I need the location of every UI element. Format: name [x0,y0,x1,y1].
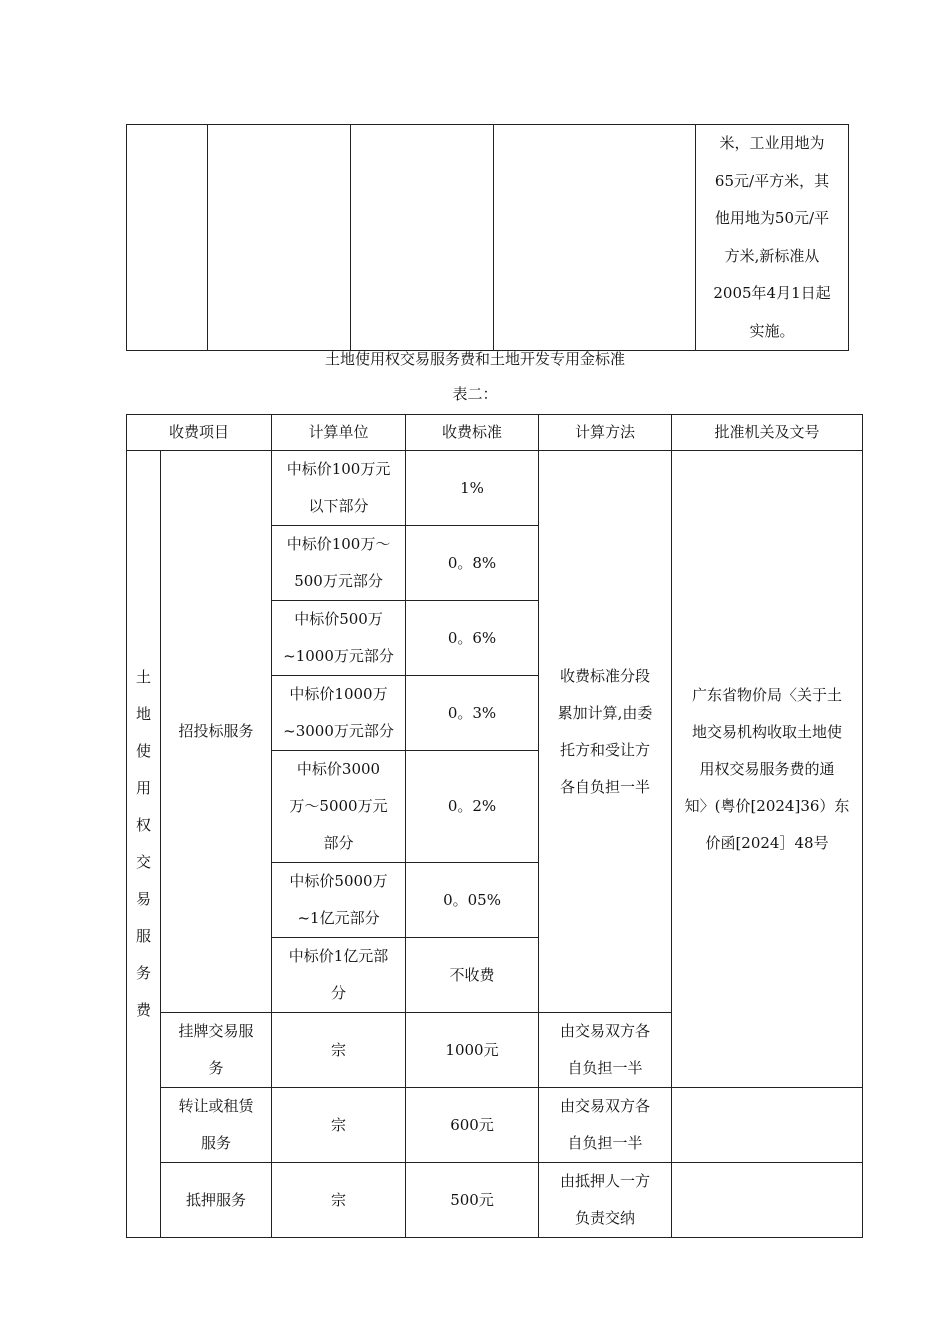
approval-line: 价函[2024］48号 [705,833,829,852]
item-line: 挂牌交易服 [178,1022,254,1040]
unit-line: 中标价500万 [294,610,383,628]
rate-cell: 0。6% [406,601,539,676]
category-char: 费 [135,1001,151,1019]
empty-cell [127,125,208,351]
header-method: 计算方法 [539,415,672,451]
unit-line: 以下部分 [308,497,369,515]
unit-cell [272,751,406,863]
item-line: 抵押服务 [186,1190,247,1209]
approval-line: 用权交易服务费的通 [699,759,835,778]
method-line: 由交易双方各 [560,1022,651,1040]
item-line: 务 [208,1059,224,1077]
item-cell [161,1163,272,1238]
approval-cell [672,451,863,1088]
unit-cell: 宗 [272,1163,406,1238]
fee-cell: 500元 [406,1163,539,1238]
bidding-method-cell [539,451,672,1013]
empty-cell [208,125,351,351]
rate-cell: 0。3% [406,676,539,751]
unit-cell [272,676,406,751]
category-char: 地 [135,705,151,723]
item-line: 转让或租赁 [178,1097,254,1115]
empty-approval-cell [672,1088,863,1163]
method-line: 累加计算,由委 [557,703,653,722]
bidding-service-cell: 招投标服务 [161,451,272,1013]
table-label: 表二： [452,385,498,403]
unit-line: ~1亿元部分 [297,909,380,927]
unit-cell [272,601,406,676]
method-cell [539,1163,672,1238]
rate-cell: 0。2% [406,751,539,863]
fee-table [126,414,863,1238]
unit-line: 中标价5000万 [289,872,388,890]
fee-cell: 600元 [406,1088,539,1163]
table-title: 土地使用权交易服务费和土地开发专用金标准 [324,350,625,368]
unit-line: 中标价100万元 [286,460,391,478]
category-cell [127,451,161,1238]
note-line: 65元/平方米，其 [714,171,830,190]
category-char: 易 [135,890,151,908]
unit-line: 部分 [323,834,354,852]
note-line: 方米,新标准从 [724,246,820,265]
approval-line: 知〉(粤价[2024]36）东 [684,796,850,815]
note-line: 米，工业用地为 [719,134,825,152]
method-line: 负责交纳 [575,1209,636,1227]
header-standard: 收费标准 [406,415,539,451]
category-char: 用 [135,779,151,797]
continued-table [126,124,849,351]
item-cell [161,1088,272,1163]
rate-cell: 0。05% [406,863,539,938]
unit-line: 中标价1亿元部 [288,947,389,965]
method-line: 由交易双方各 [560,1097,651,1115]
note-line: 2005年4月1日起 [713,284,831,302]
header-unit: 计算单位 [272,415,406,451]
approval-line: 广东省物价局〈关于土 [692,685,843,704]
fee-cell: 1000元 [406,1013,539,1088]
approval-line: 地交易机构收取土地使 [692,722,843,741]
unit-cell: 宗 [272,1013,406,1088]
note-line: 他用地为50元/平 [714,209,830,227]
unit-cell [272,526,406,601]
empty-cell [351,125,494,351]
unit-line: ~3000万元部分 [283,722,394,740]
unit-cell: 宗 [272,1088,406,1163]
category-char: 服 [135,927,151,945]
item-line: 服务 [201,1134,232,1152]
unit-line: 分 [331,984,347,1002]
method-line: 收费标准分段 [560,666,651,685]
empty-cell [494,125,696,351]
empty-approval-cell [672,1163,863,1238]
unit-line: 500万元部分 [294,572,383,590]
unit-line: 中标价3000 [296,760,381,778]
method-line: 自负担一半 [567,1134,643,1152]
unit-cell [272,451,406,526]
method-line: 由抵押人一方 [560,1172,651,1190]
header-fee-item: 收费项目 [127,415,272,451]
method-line: 托方和受让方 [560,740,651,759]
category-char: 交 [135,853,151,871]
method-line: 各自负担一半 [560,777,651,796]
method-cell [539,1013,672,1088]
method-line: 自负担一半 [567,1059,643,1077]
category-char: 土 [135,668,151,686]
unit-line: ~1000万元部分 [283,647,394,665]
unit-cell [272,863,406,938]
item-cell [161,1013,272,1088]
category-char: 务 [135,964,151,982]
category-char: 使 [135,742,151,760]
note-line: 实施。 [749,321,795,340]
rate-cell: 不收费 [406,938,539,1013]
note-cell [696,125,849,351]
method-cell [539,1088,672,1163]
rate-cell: 1% [406,451,539,526]
unit-line: 中标价1000万 [289,685,388,703]
category-char: 权 [135,816,151,834]
header-approval: 批准机关及文号 [672,415,863,451]
unit-cell [272,938,406,1013]
unit-line: 万～5000万元 [289,797,388,815]
rate-cell: 0。8% [406,526,539,601]
unit-line: 中标价100万～ [286,535,391,553]
